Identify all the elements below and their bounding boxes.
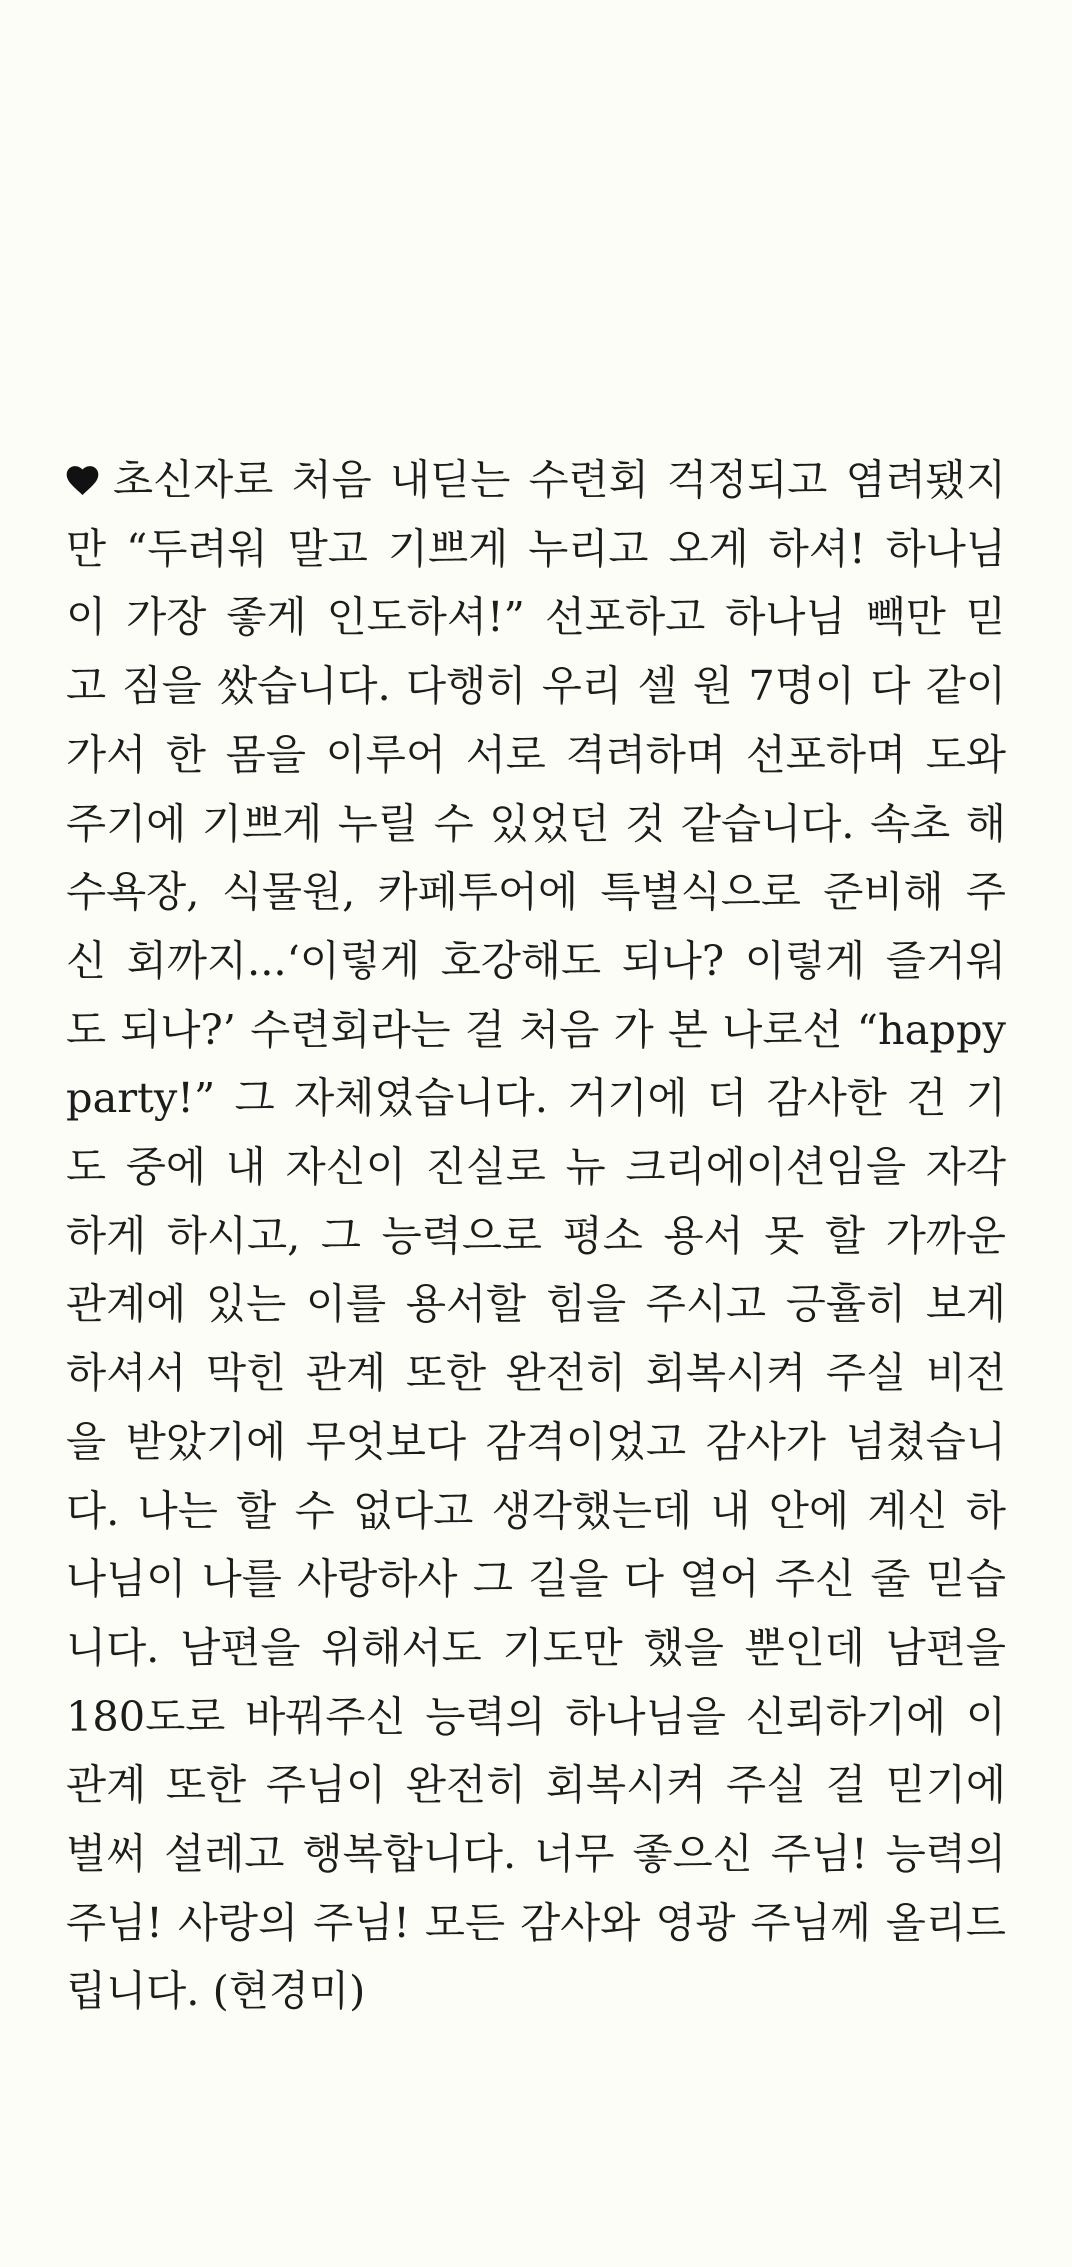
text-line: 다. 나는 할 수 없다고 생각했는데 내 안에 계신 하 [66, 1485, 1007, 1535]
text-line: 관계에 있는 이를 용서할 힘을 주시고 긍휼히 보게 [66, 1279, 1006, 1329]
text-line: 신 회까지...‘이렇게 호강해도 되나? 이렇게 즐거워 [66, 935, 1006, 985]
text-line: party!” 그 자체였습니다. 거기에 더 감사한 건 기 [66, 1073, 1006, 1123]
text-line: 주기에 기쁘게 누릴 수 있었던 것 같습니다. 속초 해 [66, 798, 1006, 848]
text-line-content: 초신자로 처음 내딛는 수련회 걱정되고 염려됐지 [113, 455, 1006, 504]
text-line-signature: 립니다. (현경미) [66, 1966, 366, 2016]
text-line: 가서 한 몸을 이루어 서로 격려하며 선포하며 도와 [66, 729, 1006, 779]
text-line: 하게 하시고, 그 능력으로 평소 용서 못 할 가까운 [66, 1210, 1006, 1260]
text-line: 을 받았기에 무엇보다 감격이었고 감사가 넘쳤습니 [66, 1416, 1006, 1466]
text-line: 180도로 바꿔주신 능력의 하나님을 신뢰하기에 이 [66, 1691, 1006, 1741]
heart-icon [66, 464, 99, 497]
text-line: 수욕장, 식물원, 카페투어에 특별식으로 준비해 주 [66, 867, 1006, 917]
text-line: 주님! 사랑의 주님! 모든 감사와 영광 주님께 올리드 [66, 1897, 1006, 1947]
text-line: 이 가장 좋게 인도하셔!” 선포하고 하나님 빽만 믿 [66, 592, 1006, 642]
text-line: 도 중에 내 자신이 진실로 뉴 크리에이션임을 자각 [66, 1142, 1006, 1192]
text-line [66, 446, 1006, 515]
text-line: 니다. 남편을 위해서도 기도만 했을 뿐인데 남편을 [66, 1622, 1006, 1672]
text-line: 도 되나?’ 수련회라는 걸 처음 가 본 나로선 “happy [66, 1004, 1006, 1054]
text-line: 만 “두려워 말고 기쁘게 누리고 오게 하셔! 하나님 [66, 523, 1006, 573]
text-line: 나님이 나를 사랑하사 그 길을 다 열어 주신 줄 믿습 [66, 1554, 1006, 1604]
text-line: 관계 또한 주님이 완전히 회복시켜 주실 걸 믿기에 [66, 1760, 1006, 1810]
text-line: 하셔서 막힌 관계 또한 완전히 회복시켜 주실 비전 [66, 1348, 1006, 1398]
testimony-paragraph [66, 446, 1006, 2026]
text-line: 고 짐을 쌌습니다. 다행히 우리 셀 원 7명이 다 같이 [66, 661, 1006, 711]
text-line: 벌써 설레고 행복합니다. 너무 좋으신 주님! 능력의 [66, 1829, 1006, 1879]
